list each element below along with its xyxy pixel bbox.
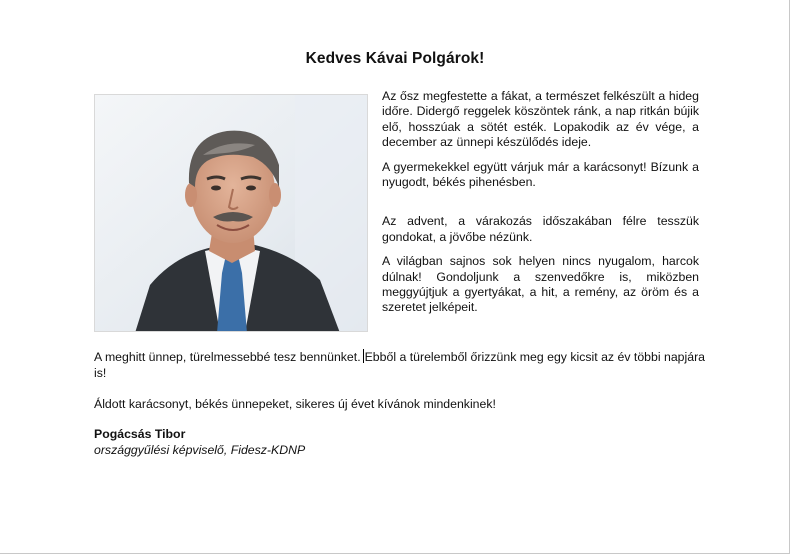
column-paragraph: Az ősz megfestette a fákat, a természet felkészült a hideg időre. Didergő reggelek köszöntek ránk, a nap ritkán bújik elő, hosszúak a sötét esték. Lopakodik az év vége, a december az ünnepi készülődés ideje. [382,89,699,149]
signature-role: országgyűlési képviselő, Fidesz-KDNP [94,443,306,457]
text-column [382,89,699,325]
full-paragraph-part: A meghitt ünnep, türelmessebbé tesz bennünket. [94,350,361,364]
column-paragraph: A gyermekekkel együtt várjuk már a karácsonyt! Bízunk a nyugodt, békés pihenésben. [382,159,699,189]
signature-name: Pogácsás Tibor [94,427,186,441]
signature-block [94,426,714,458]
portrait-photo [94,94,368,332]
column-paragraph: A világban sajnos sok helyen nincs nyugalom, harcok dúlnak! Gondoljunk a szenvedőkre is, miközben meggyújtjuk a gyertyákat, a hit, a remény, az öröm és a szeretet jelképeit. [382,254,699,315]
full-paragraph: Áldott karácsonyt, békés ünnepeket, sikeres új évet kívánok mindenkinek! [94,397,496,411]
full-paragraph [94,349,714,381]
column-paragraph: Az advent, a várakozás időszakában félre tesszük gondokat, a jövőbe nézünk. [382,214,699,244]
full-width-text [94,349,714,473]
text-cursor [363,349,364,363]
letter-title: Kedves Kávai Polgárok! [305,50,485,67]
full-paragraph-part: Ebből a türelemből őrizzünk meg egy kicsit az év többi napjára is! [94,350,706,380]
